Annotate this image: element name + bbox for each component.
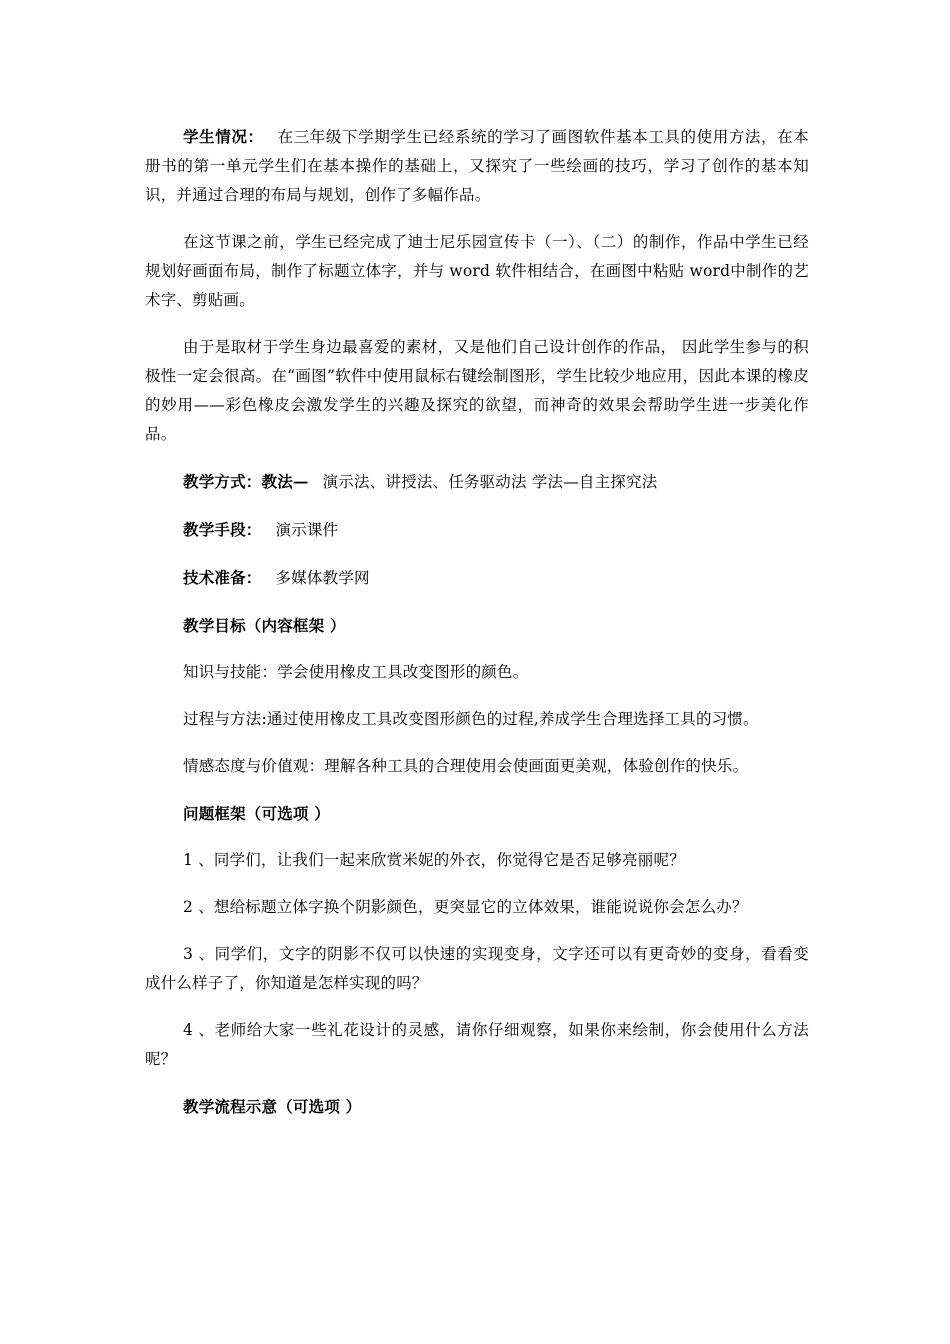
teaching-means-label: 教学手段： bbox=[183, 520, 262, 539]
prior-work-paragraph: 在这节课之前，学生已经完成了迪士尼乐园宣传卡（一）、（二）的制作，作品中学生已经规划好画面布局，制作了标题立体字，并与 word 软件相结合，在画图中粘贴 word中制作的艺术字、剪贴画。 bbox=[145, 233, 809, 309]
question-item-3: 3 、同学们，文字的阴影不仅可以快速的实现变身，文字还可以有更奇妙的变身，看看变成什么样子了，你知道是怎样实现的吗？ bbox=[145, 945, 809, 992]
teaching-means bbox=[145, 515, 809, 545]
teaching-method-label: 教学方式：教法— bbox=[183, 472, 309, 491]
goal-process: 过程与方法:通过使用橡皮工具改变图形颜色的过程,养成学生合理选择工具的习惯。 bbox=[183, 710, 759, 728]
students-text: 在三年级下学期学生已经系统的学习了画图软件基本工具的使用方法，在本册书的第一单元学生们在基本操作的基础上，又探究了一些绘画的技巧，学习了创作的基本知识，并通过合理的布局与规划，创作了多幅作品。 bbox=[145, 128, 809, 204]
question-item-2: 2 、想给标题立体字换个阴影颜色，更突显它的立体效果，谁能说说你会怎么办？ bbox=[183, 898, 748, 916]
tech-prep bbox=[145, 563, 809, 593]
goal-emotion: 情感态度与价值观：理解各种工具的合理使用会使画面更美观，体验创作的快乐。 bbox=[183, 757, 749, 775]
questions-heading: 问题框架（可选项 ） bbox=[183, 804, 330, 823]
tech-prep-label: 技术准备： bbox=[183, 568, 262, 587]
flow-heading: 教学流程示意（可选项 ） bbox=[183, 1097, 362, 1116]
goal-knowledge: 知识与技能：学会使用橡皮工具改变图形的颜色。 bbox=[183, 663, 529, 681]
students-paragraph bbox=[145, 122, 809, 210]
motivation-paragraph: 由于是取材于学生身边最喜爱的素材，又是他们自己设计创作的作品， 因此学生参与的积极性一定会很高。在“画图”软件中使用鼠标右键绘制图形，学生比较少地应用，因此本课的橡皮的妙用——彩色橡皮会激发学生的兴趣及探究的欲望，而神奇的效果会帮助学生进一步美化作品。 bbox=[145, 338, 809, 443]
question-item-1: 1 、同学们，让我们一起来欣赏米妮的外衣，你觉得它是否足够亮丽呢？ bbox=[183, 851, 685, 869]
teaching-means-text: 演示课件 bbox=[275, 521, 339, 539]
goals-heading: 教学目标（内容框架 ） bbox=[183, 616, 346, 635]
tech-prep-text: 多媒体教学网 bbox=[275, 569, 370, 587]
document-page bbox=[145, 122, 809, 1121]
teaching-method-text: 演示法、讲授法、任务驱动法 学法—自主探究法 bbox=[322, 473, 658, 491]
teaching-method bbox=[145, 467, 809, 497]
students-label: 学生情况： bbox=[183, 127, 264, 146]
question-item-4: 4 、老师给大家一些礼花设计的灵感，请你仔细观察，如果你来绘制，你会使用什么方法呢？ bbox=[145, 1021, 809, 1068]
